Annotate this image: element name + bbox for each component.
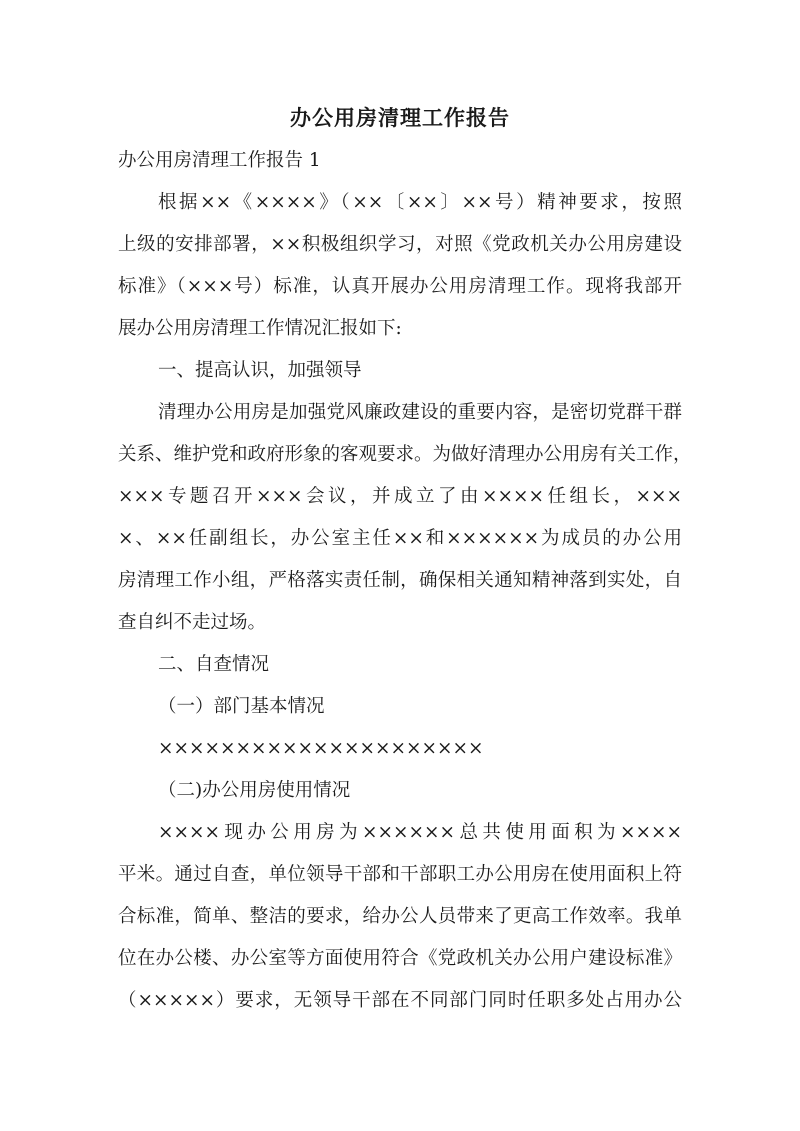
paragraph-line: 展办公用房清理工作情况汇报如下:	[118, 318, 402, 339]
paragraph-line: 查自纠不走过场。	[118, 612, 267, 633]
paragraph-line: 关系、维护党和政府形象的客观要求。为做好清理办公用房有关工作，	[118, 444, 692, 465]
paragraph-line: ××××现办公用房为××××××总共使用面积为××××	[158, 822, 682, 843]
paragraph-line: （×××××）要求，无领导干部在不同部门同时任职多处占用办公	[118, 990, 682, 1011]
subsection-heading: （二)办公用房使用情况	[158, 780, 351, 801]
paragraph-line: 根据××《××××》（××〔××〕××号）精神要求，按照	[158, 192, 682, 213]
paragraph-line: 合标准，简单、整洁的要求，给办公人员带来了更高工作效率。我单	[118, 906, 682, 927]
paragraph-line: 清理办公用房是加强党风廉政建设的重要内容，是密切党群干群	[158, 402, 682, 423]
report-subtitle: 办公用房清理工作报告 1	[118, 150, 321, 171]
paragraph-line: ×、××任副组长，办公室主任××和××××××为成员的办公用	[118, 528, 682, 549]
paragraph-line: 平米。通过自查，单位领导干部和干部职工办公用房在使用面积上符	[118, 864, 682, 885]
paragraph-line: 上级的安排部署，××积极组织学习，对照《党政机关办公用房建设	[118, 234, 682, 255]
section-heading: 一、提高认识，加强领导	[158, 360, 362, 381]
paragraph-line: 位在办公楼、办公室等方面使用符合《党政机关办公用户建设标准》	[118, 948, 682, 969]
document-title: 办公用房清理工作报告	[290, 105, 510, 130]
paragraph-line: 标准》（×××号）标准，认真开展办公用房清理工作。现将我部开	[118, 276, 682, 297]
paragraph-line: 房清理工作小组，严格落实责任制，确保相关通知精神落到实处，自	[118, 570, 682, 591]
paragraph-line: ×××专题召开×××会议，并成立了由××××任组长，×××	[118, 486, 682, 507]
section-heading: 二、自查情况	[158, 654, 270, 675]
subsection-heading: （一）部门基本情况	[158, 696, 325, 717]
paragraph-line: ×××××××××××××××××××××	[158, 738, 484, 759]
